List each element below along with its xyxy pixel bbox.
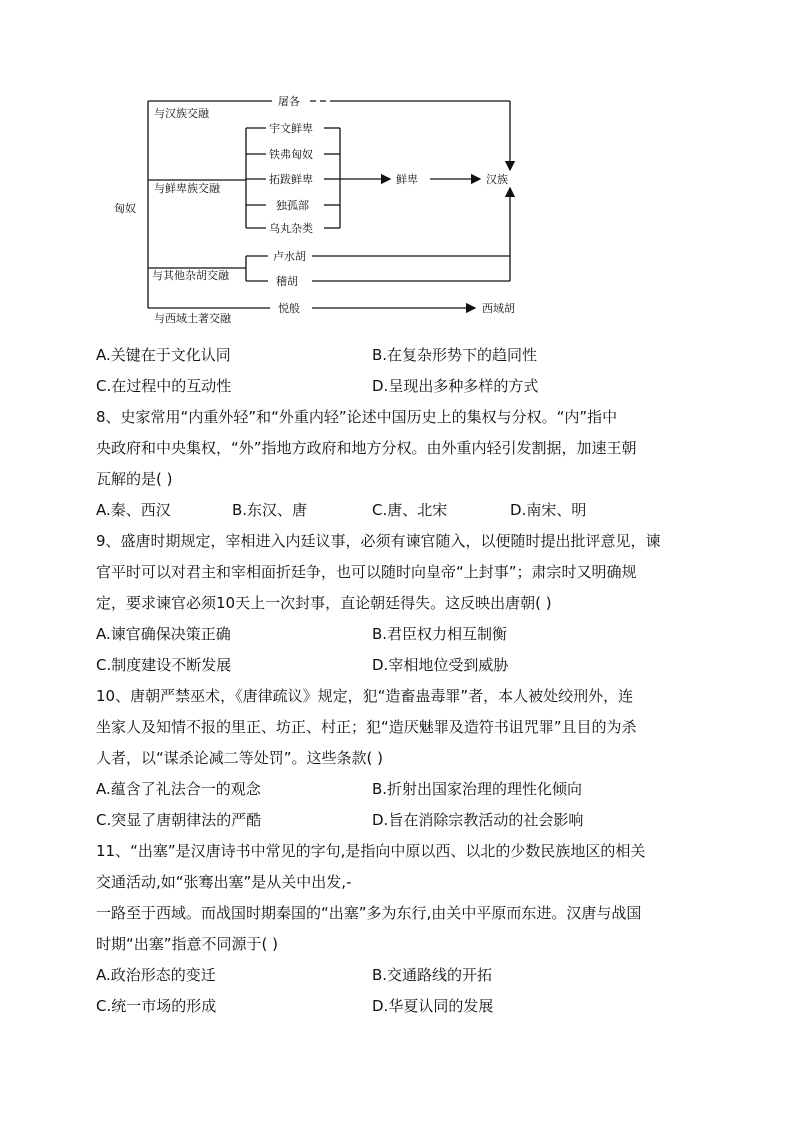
q7-option-a[interactable]: A.关键在于文化认同	[96, 346, 231, 364]
tribe-wuwan: 乌丸杂类	[269, 222, 313, 235]
q11-option-d[interactable]: D.华夏认同的发展	[372, 997, 494, 1015]
branch-xianbei: 与鲜卑族交融	[154, 182, 220, 195]
q10-stem-line1: 10、唐朝严禁巫术，《唐律疏议》规定，犯“造畜蛊毒罪”者，本人被处绞刑外，连	[96, 687, 634, 705]
diagram-svg	[100, 88, 560, 328]
branch-western: 与西域土著交融	[154, 312, 231, 325]
q11-option-c[interactable]: C.统一市场的形成	[96, 997, 217, 1015]
q11-stem-line2: 交通活动,如“张骞出塞”是从关中出发,-	[96, 873, 352, 891]
question-content	[96, 340, 706, 1022]
target-xiyuhu: 西域胡	[482, 302, 515, 315]
tribe-lushuihu: 卢水胡	[273, 250, 306, 263]
tribe-jihu: 稽胡	[276, 275, 298, 288]
target-han: 汉族	[486, 173, 508, 186]
tribe-tuge: 屠各	[278, 95, 300, 108]
diagram-root: 匈奴	[114, 202, 136, 215]
q8-stem-line3: 瓦解的是( )	[96, 470, 173, 488]
q10-option-d[interactable]: D.旨在消除宗教活动的社会影响	[372, 811, 584, 829]
q7-option-b[interactable]: B.在复杂形势下的趋同性	[372, 346, 538, 364]
q9-option-c[interactable]: C.制度建设不断发展	[96, 656, 232, 674]
q10-options-row1	[96, 774, 706, 805]
q8-stem-line1: 8、史家常用“内重外轻”和“外重内轻”论述中国历史上的集权与分权。“内”指中	[96, 408, 618, 426]
tribe-yuwen: 宇文鲜卑	[269, 122, 313, 135]
q11-options-row2	[96, 991, 706, 1022]
q8-option-b[interactable]: B.东汉、唐	[232, 501, 308, 519]
q7-option-c[interactable]: C.在过程中的互动性	[96, 377, 232, 395]
q11-option-a[interactable]: A.政治形态的变迁	[96, 966, 216, 984]
q9-option-a[interactable]: A.谏官确保决策正确	[96, 625, 231, 643]
q7-options-row2	[96, 371, 706, 402]
q9-stem-line1: 9、盛唐时期规定，宰相进入内廷议事，必须有谏官随入，以便随时提出批评意见，谏	[96, 532, 661, 550]
tribe-tuoba: 拓跋鲜卑	[269, 173, 313, 186]
q11-option-b[interactable]: B.交通路线的开拓	[372, 966, 493, 984]
q10-option-a[interactable]: A.蕴含了礼法合一的观念	[96, 780, 261, 798]
q11-stem-line1: 11、“出塞”是汉唐诗书中常见的字句,是指向中原以西、以北的少数民族地区的相关	[96, 842, 646, 860]
ethnic-fusion-diagram	[100, 88, 560, 328]
q9-options-row2	[96, 650, 706, 681]
q9-option-b[interactable]: B.君臣权力相互制衡	[372, 625, 508, 643]
tribe-yueban: 悦般	[278, 302, 300, 315]
q10-option-c[interactable]: C.突显了唐朝律法的严酷	[96, 811, 262, 829]
q8-option-a[interactable]: A.秦、西汉	[96, 501, 171, 519]
q9-option-d[interactable]: D.宰相地位受到威胁	[372, 656, 509, 674]
q9-stem-line2: 官平时可以对君主和宰相面折廷争，也可以随时向皇帝“上封事”；肃宗时又明确规	[96, 563, 637, 581]
branch-other-hu: 与其他杂胡交融	[152, 269, 229, 282]
q10-options-row2	[96, 805, 706, 836]
tribe-dugu: 独孤部	[276, 199, 309, 212]
tribe-tiefu: 铁弗匈奴	[269, 148, 313, 161]
q9-stem-line3: 定，要求谏官必须10天上一次封事，直论朝廷得失。这反映出唐朝( )	[96, 594, 552, 612]
q10-option-b[interactable]: B.折射出国家治理的理性化倾向	[372, 780, 583, 798]
middle-xianbei: 鲜卑	[396, 173, 418, 186]
q11-stem-line3: 一路至于西域。而战国时期秦国的“出塞”多为东行,由关中平原而东进。汉唐与战国	[96, 904, 642, 922]
q11-stem-line4: 时期“出塞”指意不同源于( )	[96, 935, 279, 953]
branch-han: 与汉族交融	[154, 107, 209, 120]
q10-stem-line2: 坐家人及知情不报的里正、坊正、村正；犯“造厌魅罪及造符书诅咒罪”且目的为杀	[96, 718, 637, 736]
q8-option-c[interactable]: C.唐、北宋	[372, 501, 448, 519]
q8-options	[96, 495, 706, 526]
q8-stem-line2: 央政府和中央集权，“外”指地方政府和地方分权。由外重内轻引发割据，加速王朝	[96, 439, 637, 457]
q7-option-d[interactable]: D.呈现出多种多样的方式	[372, 377, 539, 395]
q10-stem-line3: 人者，以“谋杀论减二等处罚”。这些条款( )	[96, 749, 384, 767]
q7-options-row1	[96, 340, 706, 371]
q9-options-row1	[96, 619, 706, 650]
q8-option-d[interactable]: D.南宋、明	[510, 501, 587, 519]
q11-options-row1	[96, 960, 706, 991]
